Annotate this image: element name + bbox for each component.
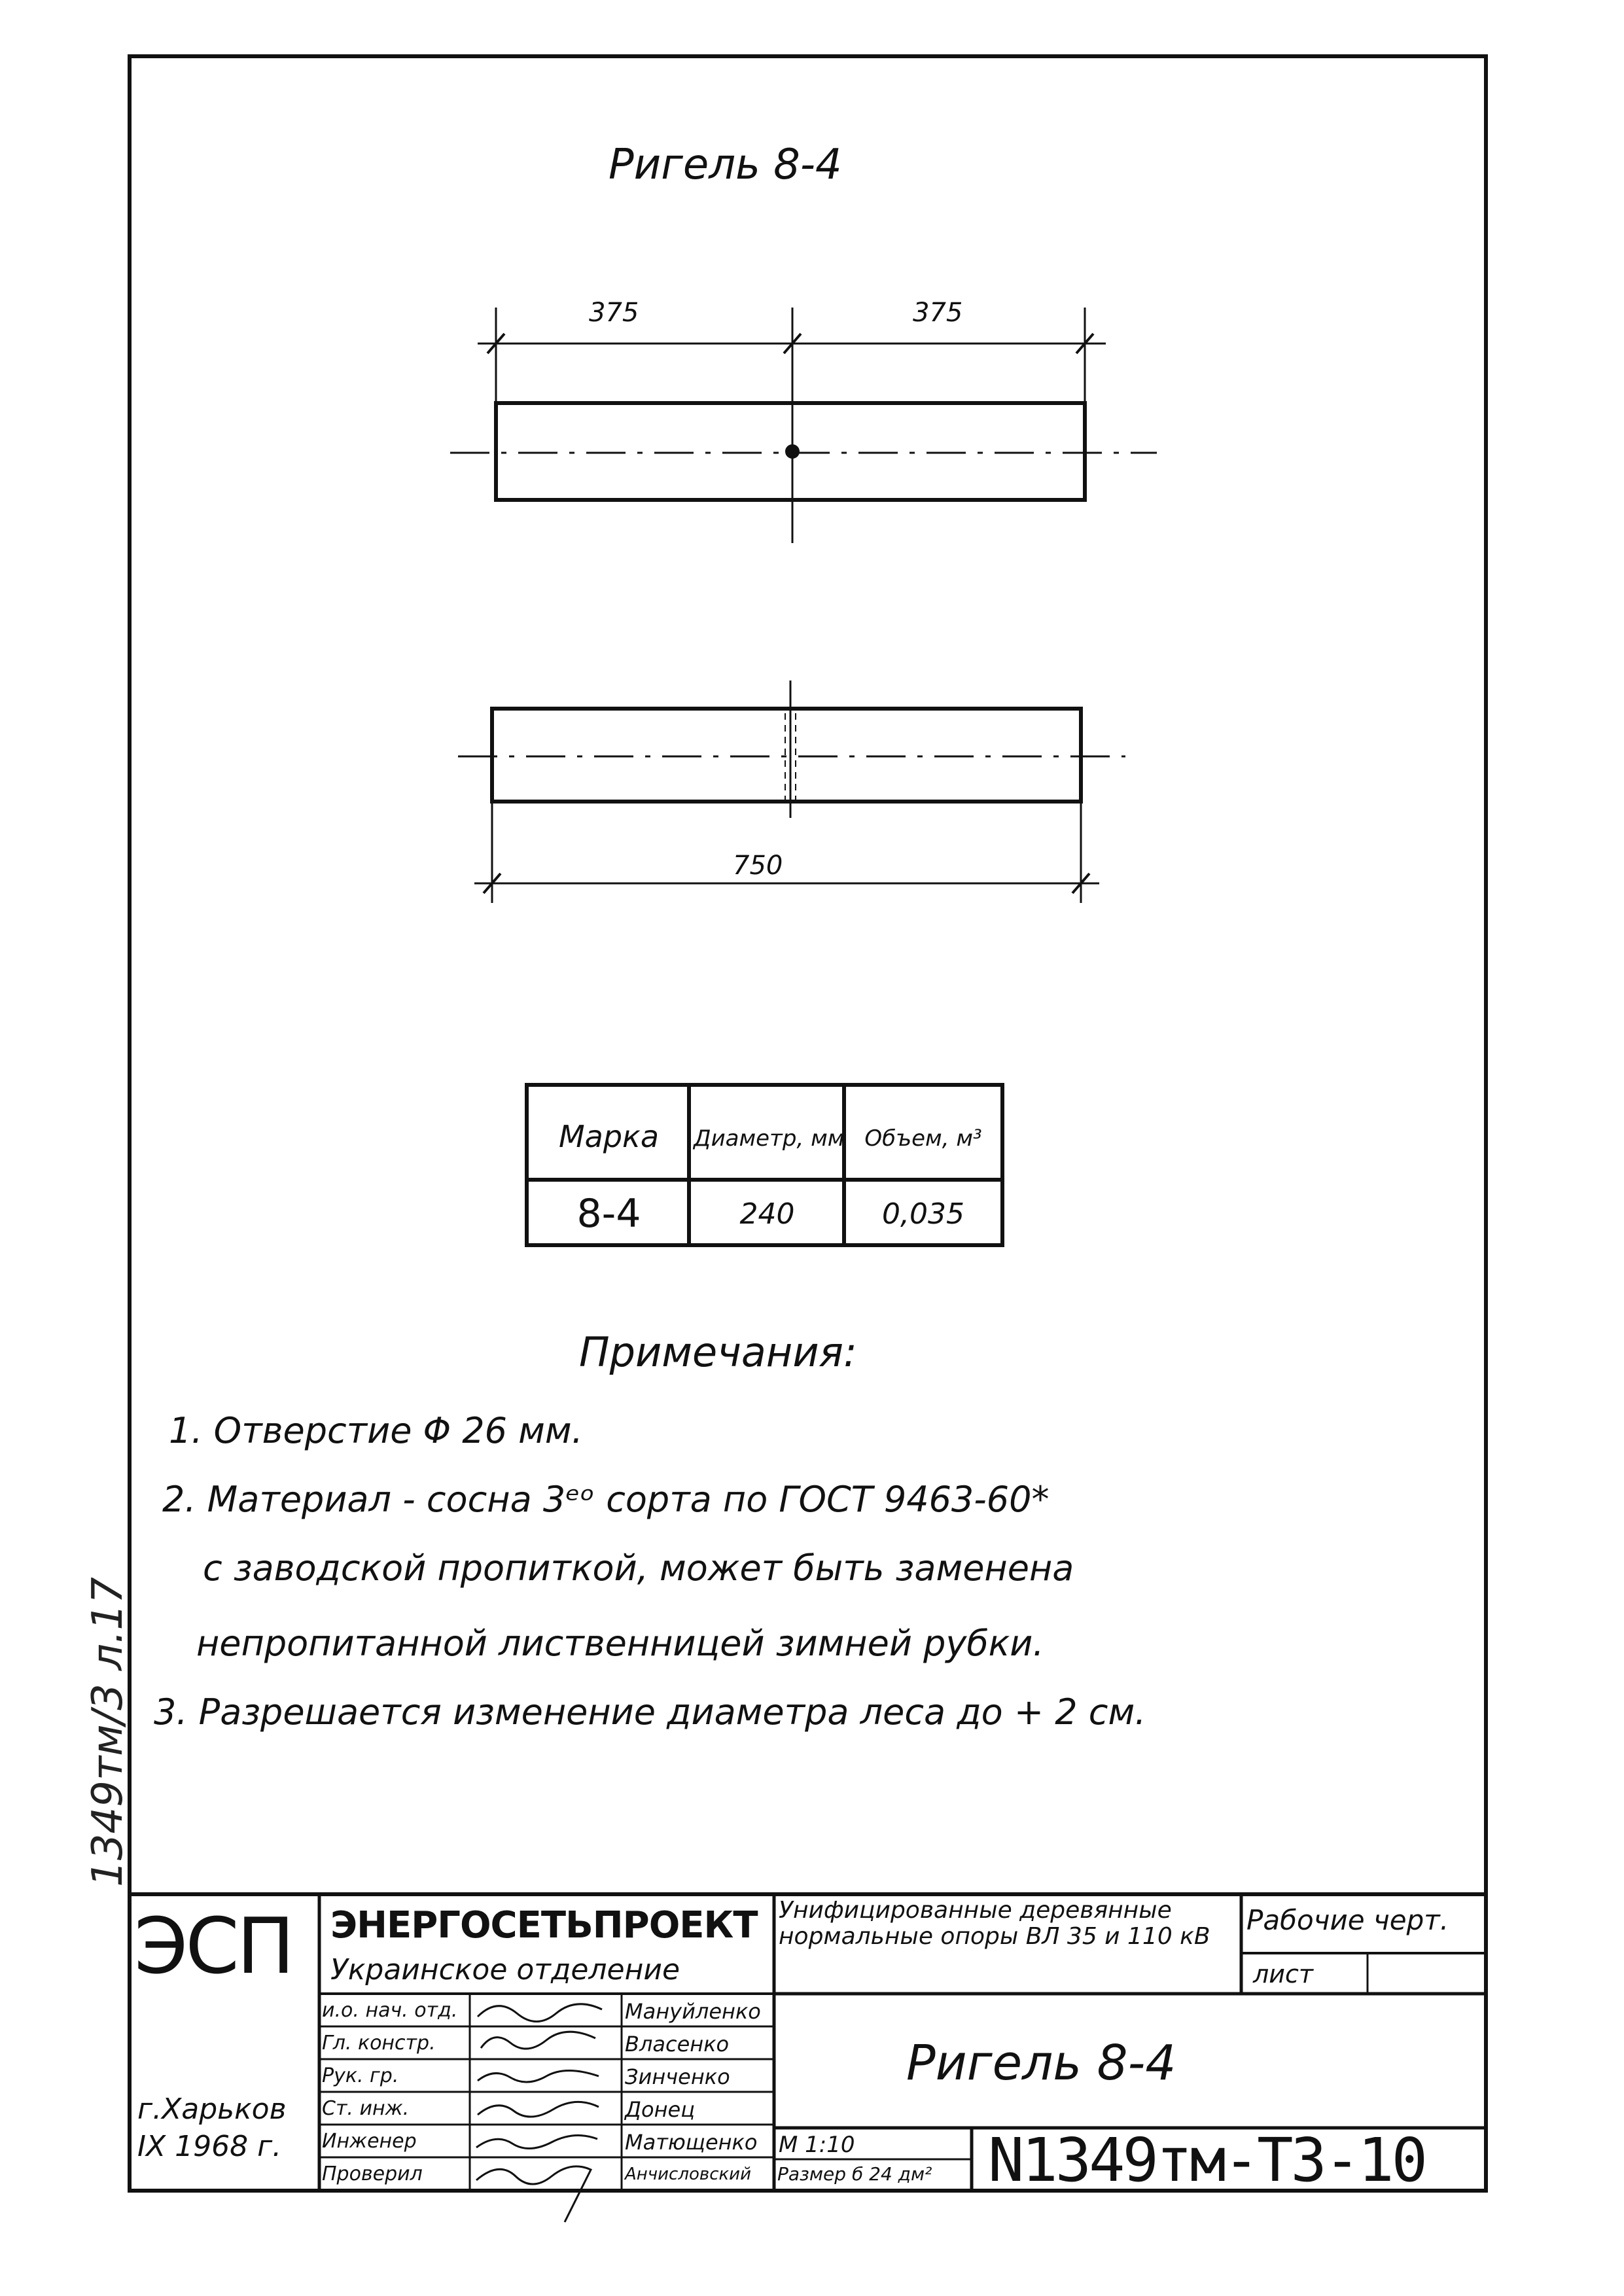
org-dept: Украинское отделение <box>330 1953 680 1987</box>
sheet-label: лист <box>1253 1960 1314 1988</box>
date: IX 1968 г. <box>137 2130 282 2163</box>
signature-name: Зинченко <box>625 2064 730 2089</box>
notes-heading: Примечания: <box>579 1328 857 1376</box>
dimension-right: 375 <box>913 298 963 328</box>
beam-top-view <box>450 308 1157 543</box>
table-cell-diameter: 240 <box>739 1197 795 1231</box>
table-header-diameter: Диаметр, мм <box>694 1125 845 1152</box>
table-cell-mark: 8-4 <box>576 1191 641 1237</box>
document-number: N1349тм-Т3-10 <box>988 2125 1426 2195</box>
signature-name: Матющенко <box>625 2130 758 2155</box>
signature-role: Проверил <box>322 2163 423 2185</box>
signature-name: Анчисловский <box>625 2164 751 2184</box>
project-title: Унифицированные деревянные нормальные опоры ВЛ 35 и 110 кВ <box>779 1897 1210 1950</box>
signature-name: Донец <box>625 2097 695 2122</box>
city: г.Харьков <box>137 2093 287 2126</box>
sheet-frame <box>130 56 1486 2191</box>
scale: М 1:10 <box>779 2132 855 2158</box>
table-header-volume: Объем, м³ <box>864 1125 982 1152</box>
org-name: ЭНЕРГОСЕТЬПРОЕКТ <box>330 1904 758 1947</box>
beam-side-view <box>458 680 1125 903</box>
signature-role: и.о. нач. отд. <box>322 1999 458 2022</box>
note-line: 2. Материал - сосна 3ᵉᵒ сорта по ГОСТ 9463-60* <box>162 1479 1050 1520</box>
margin-note: 1349тм/3 л.17 <box>84 1577 132 1887</box>
doc-type: Рабочие черт. <box>1246 1904 1449 1936</box>
note-line: с заводской пропиткой, может быть заменена <box>203 1547 1074 1589</box>
signature-role: Ст. инж. <box>322 2097 410 2120</box>
note-line: непропитанной лиственницей зимней рубки. <box>196 1623 1044 1664</box>
signature-role: Рук. гр. <box>322 2064 399 2087</box>
signature-role: Инженер <box>322 2130 417 2153</box>
signature-name: Власенко <box>625 2032 730 2057</box>
drawing-title: Ригель 8-4 <box>609 141 842 189</box>
logo: ЭСП <box>134 1901 292 1991</box>
note-line: 3. Разрешается изменение диаметра леса до + 2 см. <box>154 1691 1146 1733</box>
signature-name: Мануйленко <box>625 1999 761 2024</box>
signature-role: Гл. констр. <box>322 2032 436 2055</box>
sheet-size: Размер б 24 дм² <box>777 2163 932 2185</box>
dimension-left: 375 <box>589 298 639 328</box>
dimension-total: 750 <box>733 851 783 881</box>
drawing-name: Ригель 8-4 <box>906 2035 1176 2091</box>
note-line: 1. Отверстие Φ 26 мм. <box>169 1410 583 1451</box>
table-header-mark: Марка <box>558 1119 660 1154</box>
table-cell-volume: 0,035 <box>882 1197 964 1231</box>
